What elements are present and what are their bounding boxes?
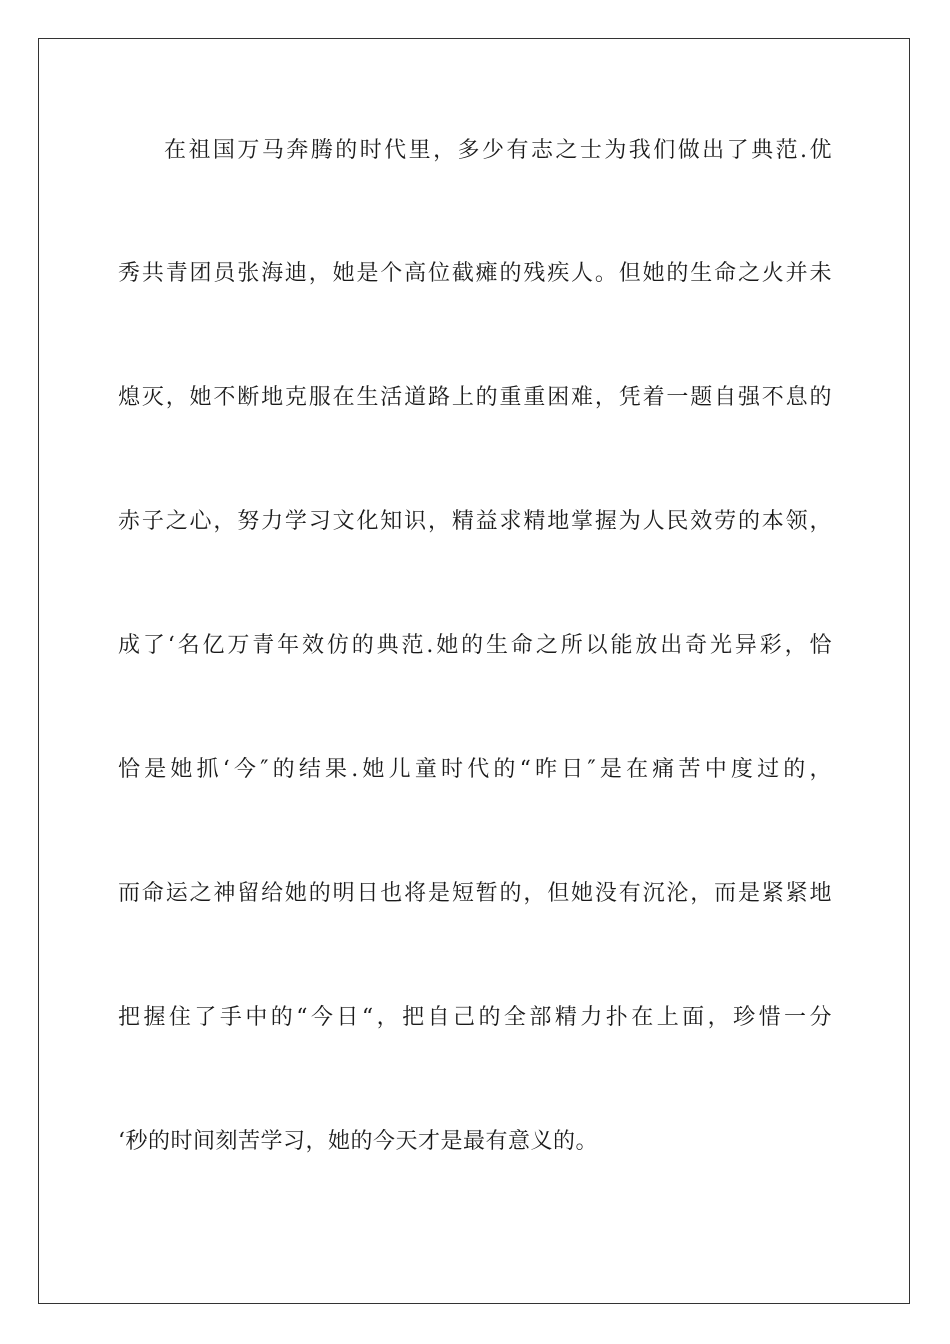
page-border (38, 38, 910, 1304)
paragraph-line-1: 在祖国万马奔腾的时代里，多少有志之士为我们做出了典范.优 (164, 138, 832, 163)
paragraph-line-3: 熄灭，她不断地克服在生活道路上的重重困难，凭着一题自强不息的 (118, 385, 832, 410)
paragraph-line-5: 成了‘名亿万青年效仿的典范.她的生命之所以能放出奇光异彩，恰 (118, 633, 832, 658)
paragraph-line-8: 把握住了手中的“今日“，把自己的全部精力扑在上面，珍惜一分 (118, 1005, 832, 1030)
paragraph-line-7: 而命运之神留给她的明日也将是短暂的，但她没有沉沦，而是紧紧地 (118, 881, 832, 906)
paragraph-line-4: 赤子之心，努力学习文化知识，精益求精地掌握为人民效劳的本领， (118, 509, 832, 534)
paragraph-line-2: 秀共青团员张海迪，她是个高位截瘫的残疾人。但她的生命之火并未 (118, 261, 832, 286)
paragraph-line-9: ‘秒的时间刻苦学习，她的今天才是最有意义的。 (118, 1129, 598, 1154)
paragraph-line-6: 恰是她抓‘今″的结果.她儿童时代的“昨日″是在痛苦中度过的， (118, 757, 832, 782)
